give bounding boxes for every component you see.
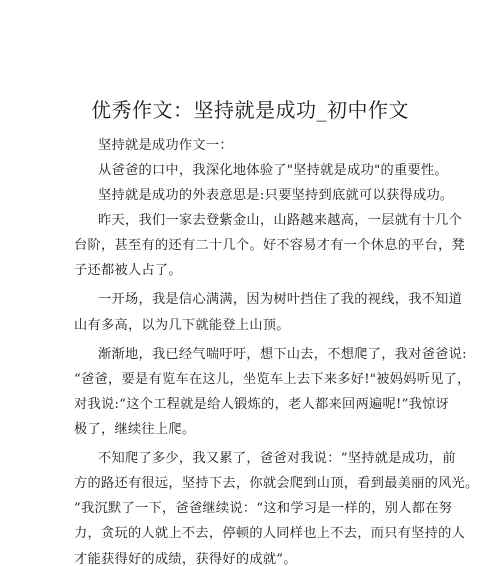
paragraph-line: 才能获得好的成绩，获得好的成就”。 — [74, 552, 297, 566]
paragraph-line: 一开场，我是信心满满，因为树叶挡住了我的视线，我不知道 — [98, 292, 463, 307]
paragraph-line: 山有多高，以为几下就能登上山顶。 — [74, 318, 290, 333]
paragraph-line: 对我说:“这个工程就是给人锻炼的，老人都来回两遍呢!”我惊讶 — [74, 397, 450, 412]
paragraph-line: 渐渐地，我已经气喘吁吁，想下山去，不想爬了，我对爸爸说: — [98, 347, 467, 362]
paragraph-line: 坚持就是成功作文一： — [98, 138, 233, 153]
paragraph-line: 从爸爸的口中，我深化地体验了"坚持就是成功"的重要性。 — [98, 163, 448, 178]
paragraph-line: 昨天，我们一家去登紫金山，山路越来越高，一层就有十几个 — [98, 213, 463, 228]
paragraph-line: 极了，继续往上爬。 — [74, 422, 196, 437]
paragraph-line: 方的路还有很远，坚持下去，你就会爬到山顶，看到最美丽的风光。 — [74, 476, 479, 491]
paragraph-line: 力，贪玩的人就上不去，停顿的人同样也上不去，而只有坚持的人 — [74, 526, 466, 541]
paragraph-line: 不知爬了多少，我又累了，爸爸对我说：“坚持就是成功，前 — [98, 451, 456, 466]
paragraph-line: 子还都被人占了。 — [74, 263, 182, 278]
document-title: 优秀作文：坚持就是成功_初中作文 — [91, 98, 409, 122]
paragraph-line: ”我沉默了一下，爸爸继续说：“这和学习是一样的，别人都在努 — [74, 501, 453, 516]
paragraph-line: 台阶，甚至有的还有二十几个。好不容易才有一个休息的平台，凳 — [74, 238, 466, 253]
paragraph-line: 坚持就是成功的外表意思是:只要坚持到底就可以获得成功。 — [98, 188, 454, 203]
paragraph-line: “爸爸，要是有览车在这儿，坐览车上去下来多好!"被妈妈听见了， — [74, 372, 471, 387]
